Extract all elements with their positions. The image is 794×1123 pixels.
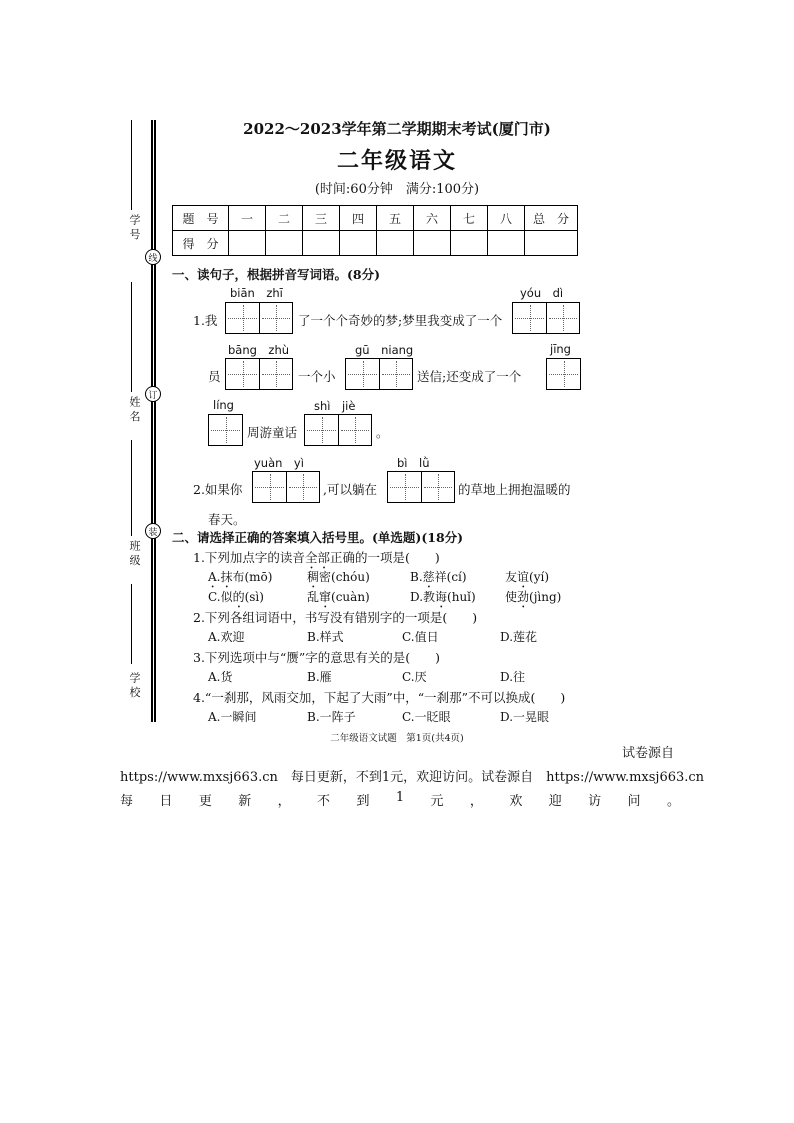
pinyin-label: gū niang <box>355 343 414 357</box>
option-d[interactable]: D.教诲(huǐ) <box>410 590 476 604</box>
watermark-char: 到 <box>356 794 370 809</box>
pinyin-label: bāng zhù <box>228 343 290 357</box>
pinyin-label: yóu dì <box>520 286 564 300</box>
option-a[interactable]: A.欢迎 <box>208 630 245 644</box>
option-a-2: 稠密(chóu) <box>307 570 370 584</box>
option-a[interactable]: A.抹布(mō) <box>208 570 273 584</box>
score-input-cell[interactable] <box>414 231 451 256</box>
pinyin-label: shì jiè <box>314 399 356 413</box>
score-input-cell[interactable] <box>488 231 525 256</box>
question-text: 春天。 <box>208 512 246 527</box>
option-d[interactable]: D.往 <box>500 670 526 684</box>
score-input-cell[interactable] <box>229 231 266 256</box>
question-1: 1.下列加点字的读音全部正确的一项是( ) <box>193 550 440 565</box>
score-table-cell: 总 分 <box>525 206 578 231</box>
score-table-cell: 四 <box>340 206 377 231</box>
watermark-char: ， <box>469 794 483 809</box>
student-id-label: 学 号 <box>128 214 141 240</box>
watermark-char: 元 <box>430 794 444 809</box>
school-label: 学 校 <box>128 672 141 698</box>
score-table-cell: 得 分 <box>173 231 229 256</box>
option-b[interactable]: B.慈祥(cí) <box>410 570 467 584</box>
question-text: 2.如果你 <box>193 482 243 497</box>
writing-grid[interactable] <box>512 302 580 334</box>
score-table-cell: 一 <box>229 206 266 231</box>
question-4: 4.“一刹那，风雨交加，下起了大雨”中，“一刹那”不可以换成( ) <box>193 690 566 705</box>
binding-fill-line <box>131 282 132 392</box>
question-text: ,可以躺在 <box>323 482 377 497</box>
question-text: 送信;还变成了一个 <box>417 369 522 384</box>
pinyin-label: biān zhī <box>230 286 283 300</box>
binding-line <box>151 120 156 722</box>
score-table-cell: 七 <box>451 206 488 231</box>
section-1-heading: 一、读句子，根据拼音写词语。(8分) <box>172 267 381 282</box>
pinyin-label: yuàn yì <box>254 456 304 470</box>
writing-grid[interactable] <box>304 414 372 446</box>
score-input-cell[interactable] <box>340 231 377 256</box>
writing-grid[interactable] <box>225 358 293 390</box>
score-input-cell[interactable] <box>525 231 578 256</box>
score-table <box>172 205 578 256</box>
score-table-header-row <box>173 206 578 231</box>
binding-knot: 线 <box>145 249 161 265</box>
score-table-cell: 六 <box>414 206 451 231</box>
question-text: 了一个个奇妙的梦;梦里我变成了一个 <box>298 313 503 328</box>
watermark-char: 不 <box>317 794 331 809</box>
pinyin-label: bì lǜ <box>397 456 430 470</box>
exam-title: 2022～2023学年第二学期期末考试(厦门市) <box>243 120 551 138</box>
class-label: 班 级 <box>128 540 141 566</box>
option-a[interactable]: A.货 <box>208 670 233 684</box>
option-b[interactable]: B.一阵子 <box>307 710 356 724</box>
watermark-char: 更 <box>198 794 212 809</box>
exam-subject: 二年级语文 <box>336 148 457 174</box>
score-table-cell: 三 <box>303 206 340 231</box>
watermark-char: ， <box>277 794 291 809</box>
option-c-2: 乱窜(cuàn) <box>307 590 370 604</box>
writing-grid[interactable] <box>387 471 455 503</box>
question-text: 员 <box>208 369 221 384</box>
option-a[interactable]: A.一瞬间 <box>208 710 257 724</box>
question-text: 的草地上拥抱温暖的 <box>458 482 571 497</box>
pinyin-label: líng <box>213 398 234 412</box>
option-b[interactable]: B.样式 <box>307 630 344 644</box>
writing-grid[interactable] <box>208 414 243 446</box>
binding-knot: 装 <box>145 523 161 539</box>
page-footer: 二年级语文试题 第1页(共4页) <box>330 733 464 744</box>
watermark-char: 。 <box>666 794 680 809</box>
student-name-label: 姓 名 <box>128 396 141 422</box>
watermark-char: 问 <box>627 794 641 809</box>
watermark-char: 访 <box>588 794 602 809</box>
pinyin-label: jīng <box>550 342 571 356</box>
option-c[interactable]: C.值日 <box>402 630 439 644</box>
score-input-cell[interactable] <box>266 231 303 256</box>
option-c[interactable]: C.似的(sì) <box>208 590 264 604</box>
watermark-link[interactable]: https://www.mxsj663.cn 每日更新，不到1元，欢迎访问。试卷源自 https://www.mxsj663.cn <box>120 770 705 785</box>
option-b-2: 友谊(yí) <box>505 570 550 584</box>
score-table-score-row <box>173 231 578 256</box>
question-text: 一个小 <box>298 369 336 384</box>
score-table-cell: 二 <box>266 206 303 231</box>
option-d[interactable]: D.一晃眼 <box>500 710 550 724</box>
option-d-2: 使劲(jìng) <box>505 590 562 604</box>
watermark-char: 迎 <box>548 794 562 809</box>
watermark-char: 日 <box>159 794 173 809</box>
binding-fill-line <box>131 584 132 664</box>
option-c[interactable]: C.一眨眼 <box>402 710 451 724</box>
watermark-char: 新 <box>238 794 252 809</box>
watermark-text: 试卷源自 <box>622 746 675 761</box>
question-text: 周游童话 <box>247 425 298 440</box>
score-table-cell: 五 <box>377 206 414 231</box>
score-table-cell: 题 号 <box>173 206 229 231</box>
writing-grid[interactable] <box>225 302 293 334</box>
writing-grid[interactable] <box>345 358 413 390</box>
question-text: 1.我 <box>193 313 218 328</box>
exam-info: (时间:60分钟 满分:100分) <box>314 182 480 197</box>
watermark-char: 1 <box>395 790 405 805</box>
question-2: 2.下列各组词语中，书写没有错别字的一项是( ) <box>193 610 478 625</box>
score-table-cell: 八 <box>488 206 525 231</box>
section-2-heading: 二、请选择正确的答案填入括号里。(单选题)(18分) <box>172 530 464 545</box>
option-c[interactable]: C.厌 <box>402 670 427 684</box>
watermark-char: 每 <box>120 794 134 809</box>
binding-fill-line <box>131 440 132 536</box>
watermark-char: 欢 <box>509 794 523 809</box>
option-b[interactable]: B.雁 <box>307 670 332 684</box>
binding-knot: 订 <box>145 386 161 402</box>
option-d[interactable]: D.莲花 <box>500 630 538 644</box>
question-3: 3.下列选项中与“赝”字的意思有关的是( ) <box>193 650 440 665</box>
watermark-text <box>120 790 680 809</box>
score-input-cell[interactable] <box>451 231 488 256</box>
question-text: 。 <box>376 425 389 440</box>
writing-grid[interactable] <box>252 471 320 503</box>
score-input-cell[interactable] <box>303 231 340 256</box>
writing-grid[interactable] <box>546 358 581 390</box>
score-input-cell[interactable] <box>377 231 414 256</box>
